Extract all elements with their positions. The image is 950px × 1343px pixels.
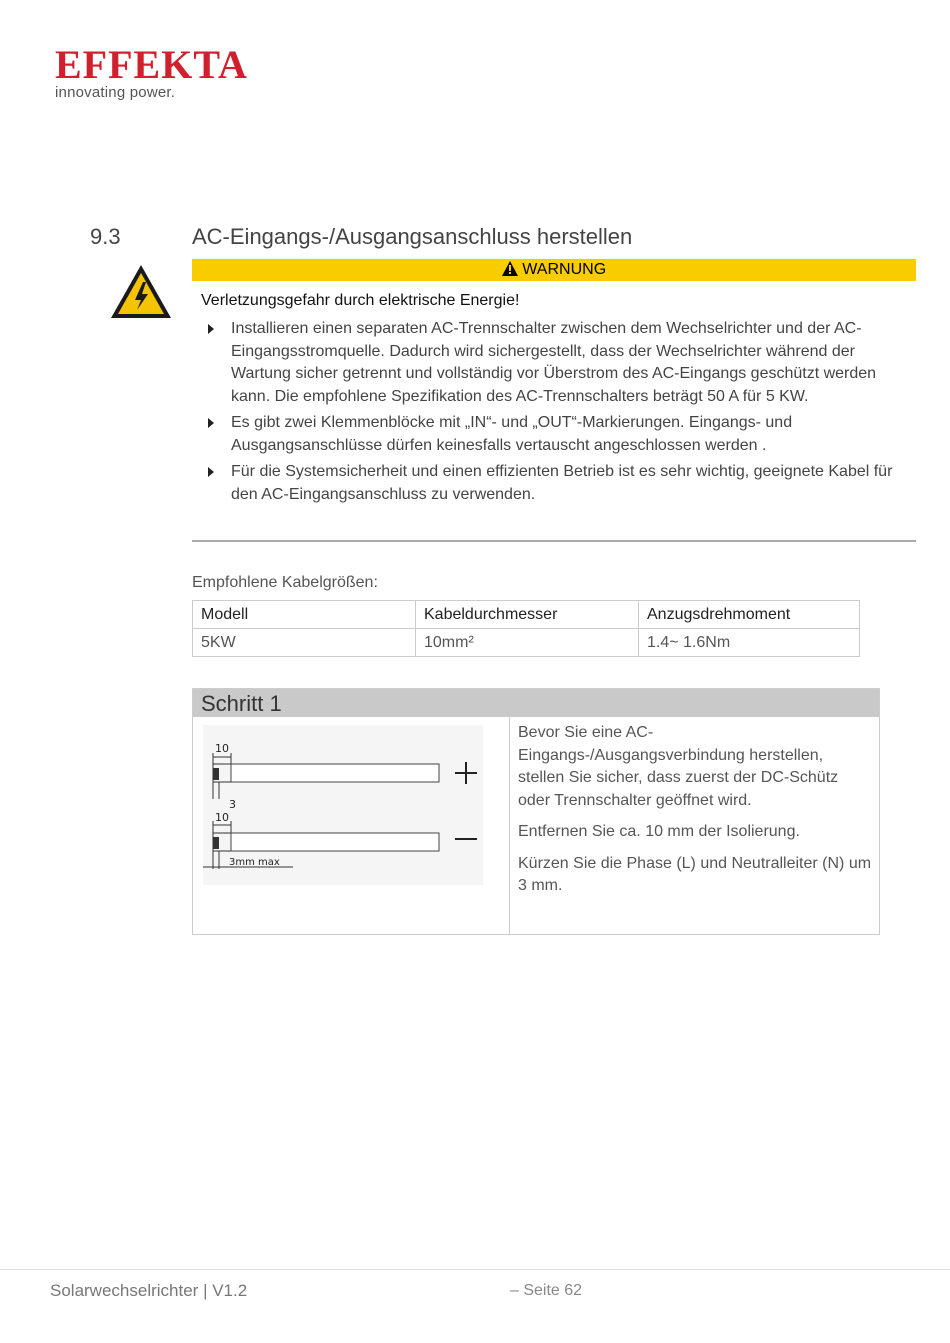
brand-logo [55,44,248,101]
column-header: Kabeldurchmesser [416,601,639,629]
table-row [193,629,860,657]
footer-document-info [50,1281,247,1301]
warning-triangle-icon [502,261,518,276]
step-box [192,688,880,935]
instruction-paragraph: Bevor Sie eine AC-Eingangs-/Ausgangsverbindung herstellen, stellen Sie sicher, dass zuerst der DC-Schütz oder Trennschalter geöffnet wird. [518,724,839,809]
instruction-paragraph: Kürzen Sie die Phase (L) und Neutralleiter (N) um 3 mm. [518,854,872,894]
footer-doc-title: Solarwechselrichter [50,1281,199,1300]
table-cell: 1.4~ 1.6Nm [639,629,860,657]
cable-strip-diagram [193,717,510,934]
logo-tagline: innovating power. [55,84,176,101]
warning-bullet-list [205,318,895,510]
instruction-paragraph: Entfernen Sie ca. 10 mm der Isolierung. [518,823,800,840]
high-voltage-warning-icon [108,262,174,322]
cable-size-table [192,600,860,657]
page-number: – Seite 62 [510,1282,583,1299]
step-instructions [518,722,873,907]
table-header-row [193,601,860,629]
logo-name: EFFEKTA [55,42,248,87]
bullet-arrow-icon [208,467,214,477]
list-item: Es gibt zwei Klemmenblöcke mit „IN“- und „OUT“-Markierungen. Eingangs- und Ausgangsanschlüsse dürfen keinesfalls vertauscht angeschlossen werden . [205,412,895,457]
footer-divider [0,1269,950,1270]
divider [192,540,916,542]
table-cell: 10mm² [416,629,639,657]
bullet-arrow-icon [208,418,214,428]
column-header: Modell [193,601,416,629]
list-item: Für die Systemsicherheit und einen effizienten Betrieb ist es sehr wichtig, geeignete Kabel für den AC-Eingangsanschluss zu verwenden. [205,461,895,506]
warning-banner [192,259,916,281]
dimension-label: 10 [215,742,229,755]
section-title: AC-Eingangs-/Ausgangsanschluss herstellen [192,224,633,249]
table-cell: 5KW [193,629,416,657]
footer-version: V1.2 [212,1281,248,1300]
warning-heading: Verletzungsgefahr durch elektrische Energie! [201,292,520,309]
section-number: 9.3 [90,224,121,249]
column-header: Anzugsdrehmoment [639,601,860,629]
step-title: Schritt 1 [193,689,879,717]
dimension-label: 3mm max [229,857,280,868]
dimension-label: 3 [229,798,236,811]
warning-label: WARNUNG [522,261,607,278]
cable-strip-drawing [193,717,509,935]
dimension-label: 10 [215,811,229,824]
footer-separator: | [198,1281,213,1300]
cable-table-caption: Empfohlene Kabelgrößen: [192,574,378,591]
bullet-arrow-icon [208,324,214,334]
list-item: Installieren einen separaten AC-Trennschalter zwischen dem Wechselrichter und der AC-Eingangsstromquelle. Dadurch wird sichergestellt, dass der Wechselrichter während der Wartung sicher getrennt und vollständig vor Überstrom des AC-Eingangs geschützt werden kann. Die empfohlene Spezifikation des AC-Trennschalters beträgt 50 A für 5 KW. [205,318,895,408]
